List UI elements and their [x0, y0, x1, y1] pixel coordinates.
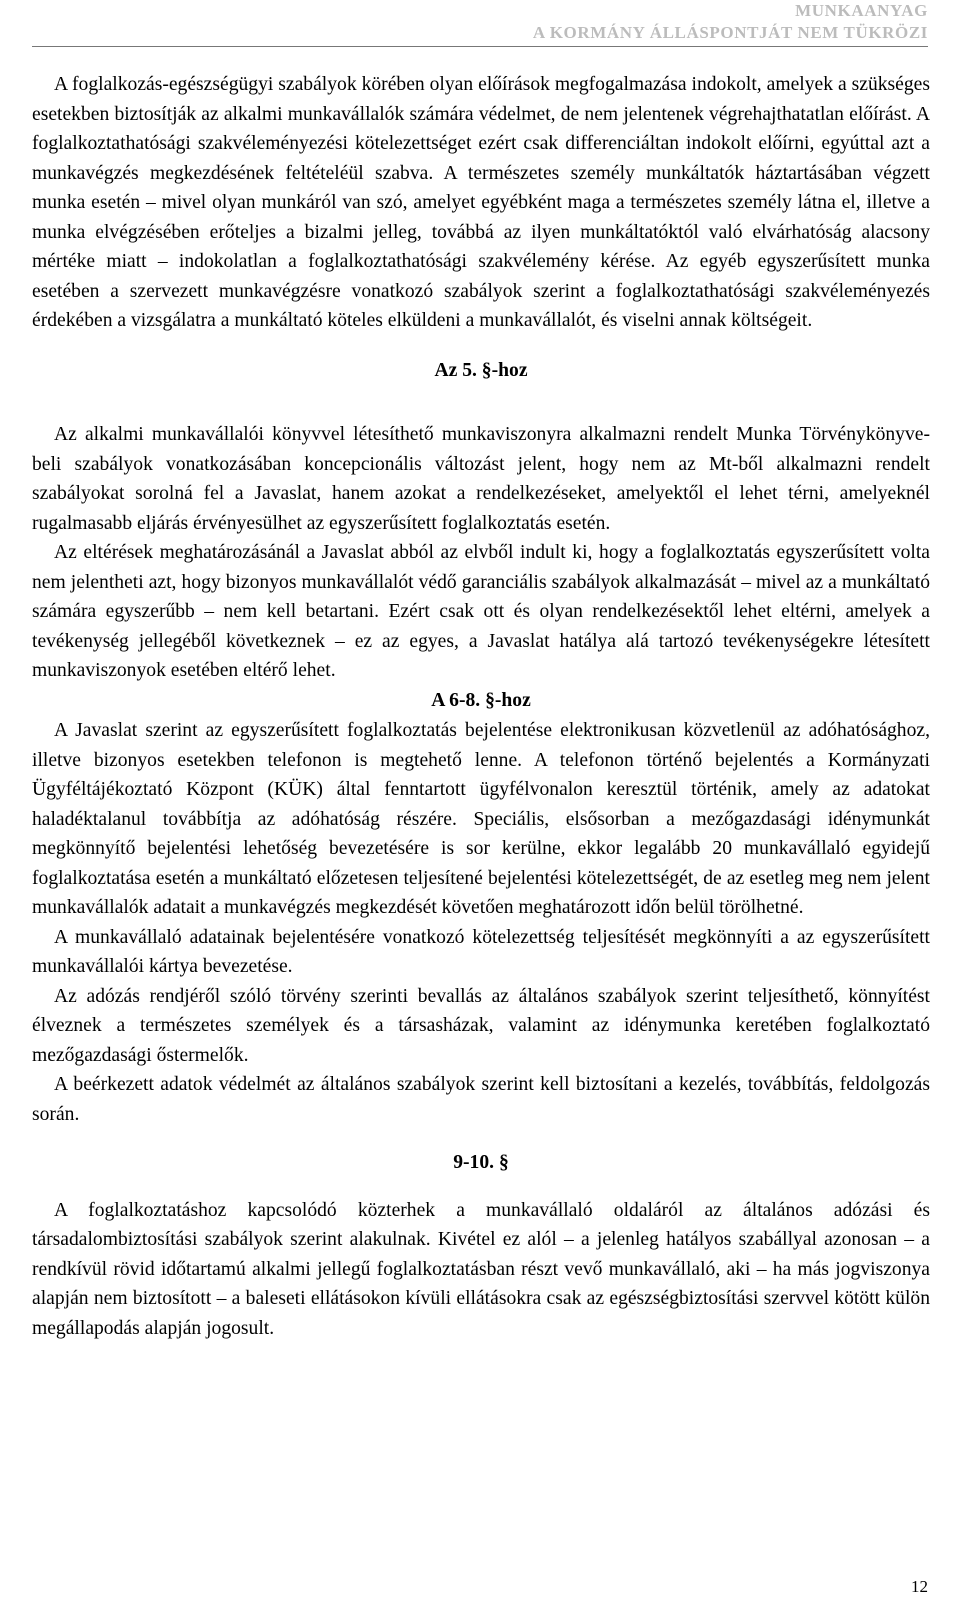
section-heading: 9-10. §	[453, 1152, 509, 1173]
paragraph: A beérkezett adatok védelmét az általános szabályok szerint kell biztosítani a kezelés, továbbítás, feldolgozás során.	[32, 1074, 930, 1125]
section-heading: A 6-8. §-hoz	[431, 689, 531, 711]
paragraph: A munkavállaló adatainak bejelentésére vonatkozó kötelezettség teljesítését megkönnyíti a az egyszerűsített munkavállalói kártya bevezetése.	[32, 926, 930, 977]
document-body	[32, 70, 930, 1343]
section-heading: Az 5. §-hoz	[434, 359, 528, 381]
paragraph: Az adózás rendjéről szóló törvény szerinti bevallás az általános szabályok szerint teljesíthető, könnyítést élveznek a természetes személyek és a társasházak, valamint az idénymunka keretében foglalkoztató mezőgazdasági őstermelők.	[32, 985, 930, 1066]
page-number: 12	[911, 1577, 928, 1596]
header-line-draft: MUNKAANYAG	[795, 1, 928, 20]
paragraph: Az eltérések meghatározásánál a Javaslat abból az elvből indult ki, hogy a foglalkoztatás egyszerűsített volta nem jelentheti azt, hogy bizonyos munkavállalót védő garanciális szabályok alkalmazását – mivel az a munkáltató számára egyszerűbb – nem kell betartani. Ezért csak ott és olyan rendelkezésektől lehet eltérni, amelyek a tevékenység jellegéből következnek – ez az egyes, a Javaslat hatálya alá tartozó tevékenységekre létesített munkaviszonyok esetében eltérő lehet.	[32, 542, 930, 681]
paragraph: A Javaslat szerint az egyszerűsített foglalkoztatás bejelentése elektronikusan közvetlenül az adóhatósághoz, illetve bizonyos esetekben telefonon is megtehető lenne. A telefonon történő bejelentés a Kormányzati Ügyféltájékoztató Központ (KÜK) által fenntartott ügyfélvonalon keresztül történik, amely az adatokat haladéktalanul továbbítja az adóhatóság részére. Speciális, elsősorban a mezőgazdasági idénymunkát megkönnyítő bejelentési lehetőség bevezetésére is sor kerülne, ekkor legalább 20 munkavállaló egyidejű foglalkoztatása esetén a munkáltató előzetesen teljesítené bejelentési kötelezettségét, de az esetleg meg nem jelent munkavállalók adatait a munkavégzés megkezdését követően meghatározott időn belül törölhetné.	[32, 720, 930, 918]
header-divider	[32, 46, 928, 47]
paragraph: A foglalkozás-egészségügyi szabályok körében olyan előírások megfogalmazása indokolt, amelyek a szükséges esetekben biztosítják az alkalmi munkavállalók számára védelmet, de nem jelentenek végrehajthatatlan előírást. A foglalkoztathatósági szakvéleményezési kötelezettséget ezért csak differenciáltan indokolt előírni, egyúttal azt a munkavégzés megkezdésének feltételéül szabva. A természetes személy munkáltatók háztartásában végzett munka esetén – mivel olyan munkáról van szó, amelyet egyébként maga a természetes személy látna el, illetve a munka elvégzésében erőteljes a bizalmi jelleg, továbbá az ilyen munkáltatóktól való elvárhatóság alacsony mértéke miatt – indokolatlan a foglalkoztathatósági szakvélemény kérése. Az egyéb egyszerűsített munka esetében a szervezett munkavégzésre vonatkozó szabályok szerint a foglalkoztathatósági szakvéleményezés érdekében a vizsgálatra a munkáltató köteles elküldeni a munkavállalót, és viselni annak költségeit.	[32, 74, 930, 331]
header-line-disclaimer: A KORMÁNY ÁLLÁSPONTJÁT NEM TÜKRÖZI	[532, 23, 928, 42]
paragraph: A foglalkoztatáshoz kapcsolódó közterhek a munkavállaló oldaláról az általános adózási és társadalombiztosítási szabályok szerint alakulnak. Kivétel ez alól – a jelenleg hatályos szabállyal azonosan – a rendkívül rövid időtartamú alkalmi jellegű foglalkoztatásban részt vevő munkavállaló, aki – ha más jogviszonya alapján nem biztosított – a baleseti ellátásokon kívüli ellátásokra csak az egészségbiztosítási szervvel kötött külön megállapodás alapján jogosult.	[32, 1199, 930, 1339]
paragraph: Az alkalmi munkavállalói könyvvel létesíthető munkaviszonyra alkalmazni rendelt Munka Törvénykönyve-beli szabályok vonatkozásában koncepcionális változást jelent, hogy nem az Mt-ből alkalmazni rendelt szabályokat sorolná fel a Javaslat, hanem azokat a rendelkezéseket, amelyektől el lehet térni, amelyeknél rugalmasabb eljárás érvényesülhet az egyszerűsített foglalkoztatás esetén.	[32, 424, 930, 534]
document-header	[533, 0, 928, 44]
